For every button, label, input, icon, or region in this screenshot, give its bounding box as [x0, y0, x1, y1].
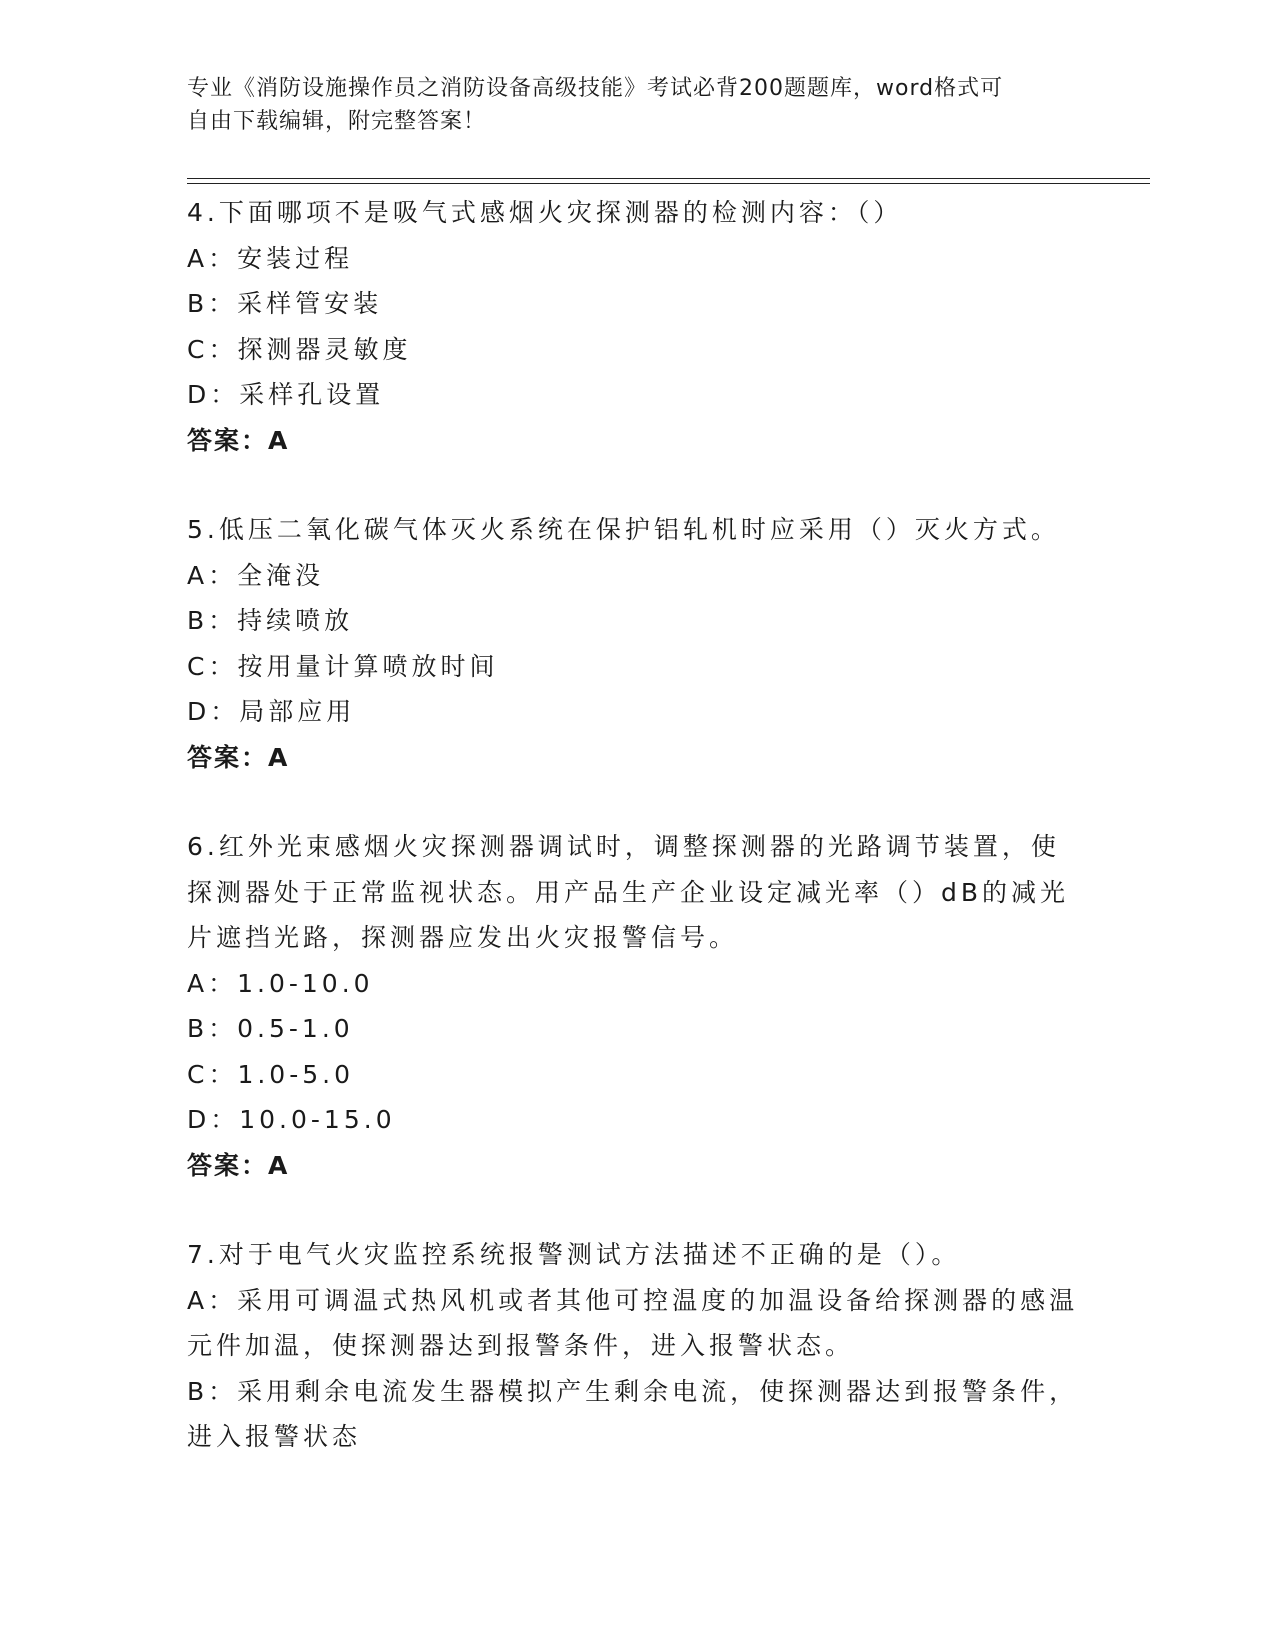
option-b: B：采样管安装: [187, 289, 383, 318]
option-a: A：安装过程: [187, 243, 354, 273]
option-d: D：10.0-15.0: [187, 1105, 396, 1134]
question-spacer: [187, 463, 1087, 507]
question-stem: 5.低压二氧化碳气体灭火系统在保护铝轧机时应采用（）灭火方式。: [187, 515, 1060, 544]
question-block: [187, 1232, 1087, 1460]
question-stem-line-1: 6.红外光束感烟火灾探测器调试时，调整探测器的光路调节装置，使: [187, 832, 1060, 861]
option-b: B：0.5-1.0: [187, 1014, 354, 1043]
header-divider-bottom: [187, 183, 1150, 184]
document-header: [187, 72, 1067, 138]
question-block: [187, 824, 1087, 1188]
header-divider-top: [187, 178, 1150, 179]
option-d: D：局部应用: [187, 697, 356, 726]
option-b-line-1: B：采用剩余电流发生器模拟产生剩余电流，使探测器达到报警条件，: [187, 1376, 1079, 1406]
question-spacer: [187, 1188, 1087, 1232]
question-spacer: [187, 780, 1087, 824]
answer-label: 答案：A: [187, 1150, 290, 1180]
option-a-line-2: 元件加温，使探测器达到报警条件，进入报警状态。: [187, 1331, 855, 1360]
header-line-2: 自由下载编辑，附完整答案！: [187, 109, 487, 134]
option-b-line-2: 进入报警状态: [187, 1422, 362, 1451]
option-d: D：采样孔设置: [187, 380, 385, 409]
question-list: [187, 190, 1087, 1460]
option-a: A：1.0-10.0: [187, 968, 374, 998]
answer-label: 答案：A: [187, 742, 290, 772]
question-stem: 7.对于电气火灾监控系统报警测试方法描述不正确的是（）。: [187, 1240, 961, 1269]
option-c: C：按用量计算喷放时间: [187, 651, 499, 681]
question-stem-line-2: 探测器处于正常监视状态。用产品生产企业设定减光率（）dB的减光: [187, 877, 1070, 907]
option-b: B：持续喷放: [187, 606, 354, 635]
header-line-1: 专业《消防设施操作员之消防设备高级技能》考试必背200题题库，word格式可: [187, 76, 1004, 101]
question-stem-line-3: 片遮挡光路，探测器应发出火灾报警信号。: [187, 923, 739, 952]
option-c: C：探测器灵敏度: [187, 334, 412, 364]
option-a-line-1: A：采用可调温式热风机或者其他可控温度的加温设备给探测器的感温: [187, 1285, 1079, 1315]
question-block: [187, 190, 1087, 463]
question-stem: 4.下面哪项不是吸气式感烟火灾探测器的检测内容：（）: [187, 198, 903, 227]
option-a: A：全淹没: [187, 560, 325, 590]
option-c: C：1.0-5.0: [187, 1059, 354, 1089]
question-block: [187, 507, 1087, 780]
answer-label: 答案：A: [187, 425, 290, 455]
